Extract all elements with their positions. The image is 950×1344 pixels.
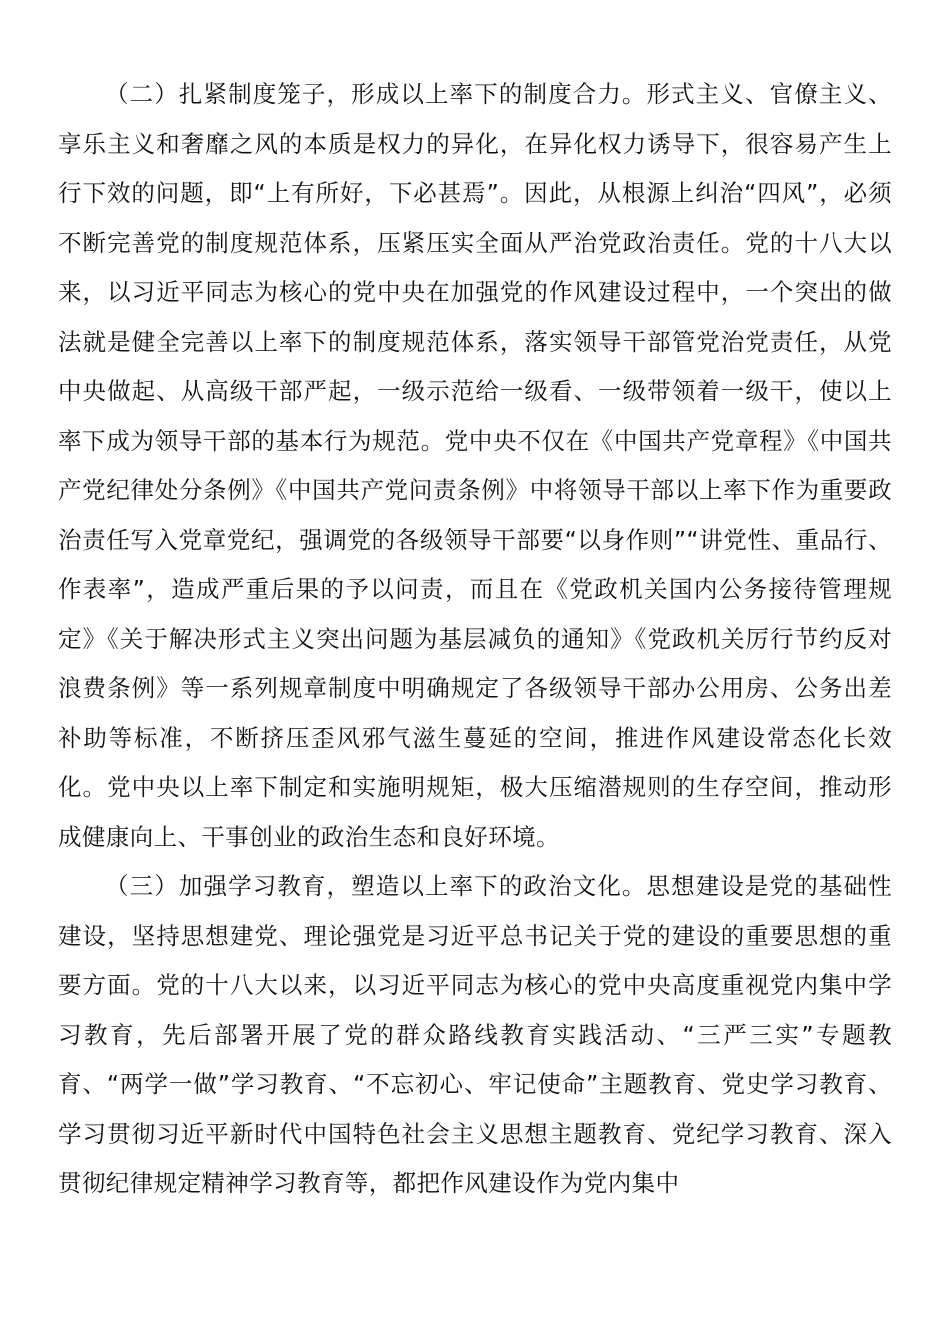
paragraph-section-2: （二）扎紧制度笼子，形成以上率下的制度合力。形式主义、官僚主义、享乐主义和奢靡之风的本质是权力的异化，在异化权力诱导下，很容易产生上行下效的问题，即“上有所好，下必甚焉”。因此，从根源上纠治“四风”，必须不断完善党的制度规范体系，压紧压实全面从严治党政治责任。党的十八大以来，以习近平同志为核心的党中央在加强党的作风建设过程中，一个突出的做法就是健全完善以上率下的制度规范体系，落实领导干部管党治党责任，从党中央做起、从高级干部严起，一级示范给一级看、一级带领着一级干，使以上率下成为领导干部的基本行为规范。党中央不仅在《中国共产党章程》《中国共产党纪律处分条例》《中国共产党问责条例》中将领导干部以上率下作为重要政治责任写入党章党纪，强调党的各级领导干部要“以身作则”“讲党性、重品行、作表率”，造成严重后果的予以问责，而且在《党政机关国内公务接待管理规定》《关于解决形式主义突出问题为基层减负的通知》《党政机关厉行节约反对浪费条例》等一系列规章制度中明确规定了各级领导干部办公用房、公务出差补助等标准，不断挤压歪风邪气滋生蔓延的空间，推进作风建设常态化长效化。党中央以上率下制定和实施明规矩，极大压缩潜规则的生存空间，推动形成健康向上、干事创业的政治生态和良好环境。 bbox=[58, 80, 892, 851]
document-page bbox=[58, 70, 892, 1209]
paragraph-section-3: （三）加强学习教育，塑造以上率下的政治文化。思想建设是党的基础性建设，坚持思想建党、理论强党是习近平总书记关于党的建设的重要思想的重要方面。党的十八大以来，以习近平同志为核心的党中央高度重视党内集中学习教育，先后部署开展了党的群众路线教育实践活动、“三严三实”专题教育、“两学一做”学习教育、“不忘初心、牢记使命”主题教育、党史学习教育、学习贯彻习近平新时代中国特色社会主义思想主题教育、党纪学习教育、深入贯彻纪律规定精神学习教育等，都把作风建设作为党内集中 bbox=[58, 872, 892, 1197]
